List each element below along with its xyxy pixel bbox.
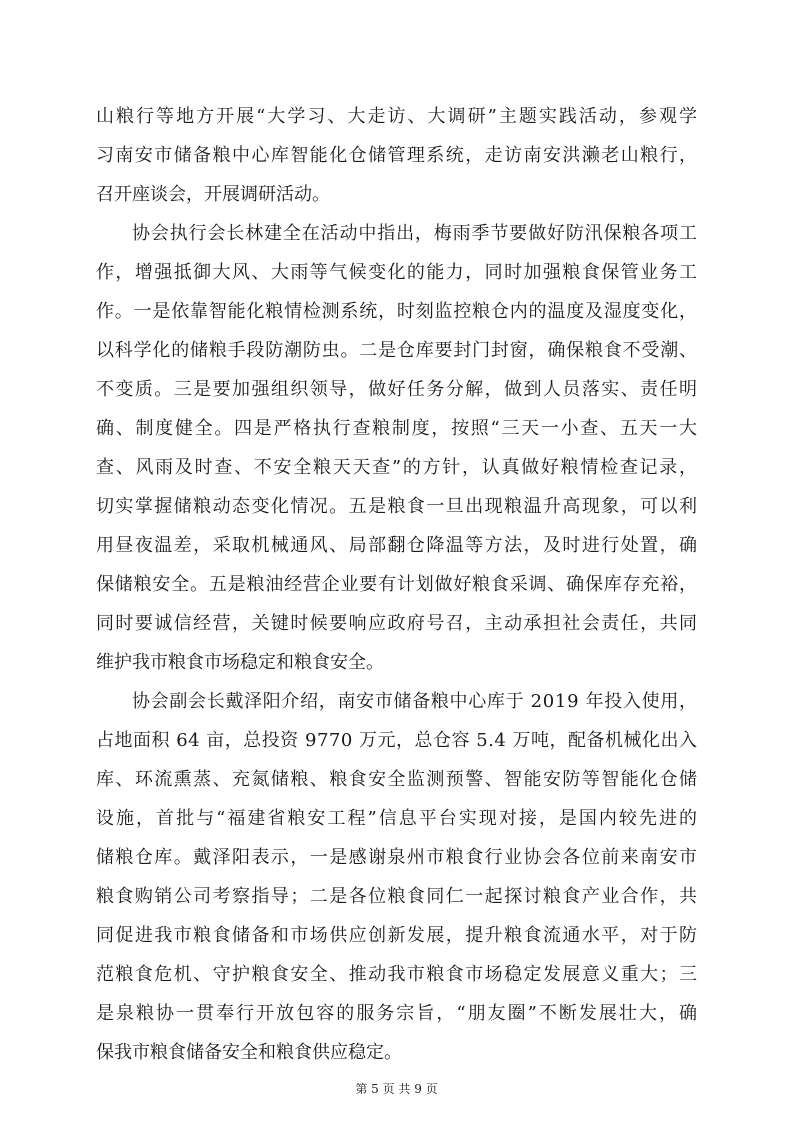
text-line: 同促进我市粮食储备和市场供应创新发展，提升粮食流通水平，对于防 xyxy=(96,925,699,946)
text-line: 保我市粮食储备安全和粮食供应稳定。 xyxy=(96,1042,402,1063)
page-footer: 第 5 页 共 9 页 xyxy=(355,1082,438,1096)
text-line: 确、制度健全。四是严格执行查粮制度，按照“三天一小查、五天一大 xyxy=(96,418,699,439)
text-line: 以科学化的储粮手段防潮防虫。二是仓库要封门封窗，确保粮食不受潮、 xyxy=(96,340,698,361)
text-line: 山粮行等地方开展“大学习、大走访、大调研”主题实践活动，参观学 xyxy=(96,106,700,127)
text-line: 切实掌握储粮动态变化情况。五是粮食一旦出现粮温升高现象，可以利 xyxy=(96,496,699,517)
text-line: 占地面积 64 亩，总投资 9770 万元，总仓容 5.4 万吨，配备机械化出入 xyxy=(96,730,698,751)
text-line: 习南安市储备粮中心库智能化仓储管理系统，走访南安洪濑老山粮行， xyxy=(96,145,699,166)
text-line: 储粮仓库。戴泽阳表示，一是感谢泉州市粮食行业协会各位前来南安市 xyxy=(96,847,699,868)
text-line: 粮食购销公司考察指导；二是各位粮食同仁一起探讨粮食产业合作，共 xyxy=(96,886,699,907)
text-line: 是泉粮协一贯奉行开放包容的服务宗旨，“朋友圈”不断发展壮大，确 xyxy=(96,1003,700,1024)
text-line: 库、环流熏蒸、充氮储粮、粮食安全监测预警、智能安防等智能化仓储 xyxy=(96,769,699,790)
text-line: 查、风雨及时查、不安全粮天天查”的方针，认真做好粮情检查记录， xyxy=(96,457,699,478)
text-line: 维护我市粮食市场稳定和粮食安全。 xyxy=(96,652,384,673)
text-line: 协会副会长戴泽阳介绍，南安市储备粮中心库于 2019 年投入使用， xyxy=(132,691,698,712)
text-line: 范粮食危机、守护粮食安全、推动我市粮食市场稳定发展意义重大；三 xyxy=(96,964,699,985)
text-line: 设施，首批与“福建省粮安工程”信息平台实现对接，是国内较先进的 xyxy=(96,808,700,829)
text-line: 不变质。三是要加强组织领导，做好任务分解，做到人员落实、责任明 xyxy=(96,379,699,400)
text-line: 召开座谈会，开展调研活动。 xyxy=(96,184,330,205)
text-line: 用昼夜温差，采取机械通风、局部翻仓降温等方法，及时进行处置，确 xyxy=(96,535,699,556)
text-line: 作。一是依靠智能化粮情检测系统，时刻监控粮仓内的温度及湿度变化， xyxy=(96,301,698,322)
text-line: 保储粮安全。五是粮油经营企业要有计划做好粮食采调、确保库存充裕， xyxy=(96,574,698,595)
text-line: 作，增强抵御大风、大雨等气候变化的能力，同时加强粮食保管业务工 xyxy=(96,262,699,283)
text-line: 协会执行会长林建全在活动中指出，梅雨季节要做好防汛保粮各项工 xyxy=(132,223,698,244)
text-line: 同时要诚信经营，关键时候要响应政府号召，主动承担社会责任，共同 xyxy=(96,613,699,634)
